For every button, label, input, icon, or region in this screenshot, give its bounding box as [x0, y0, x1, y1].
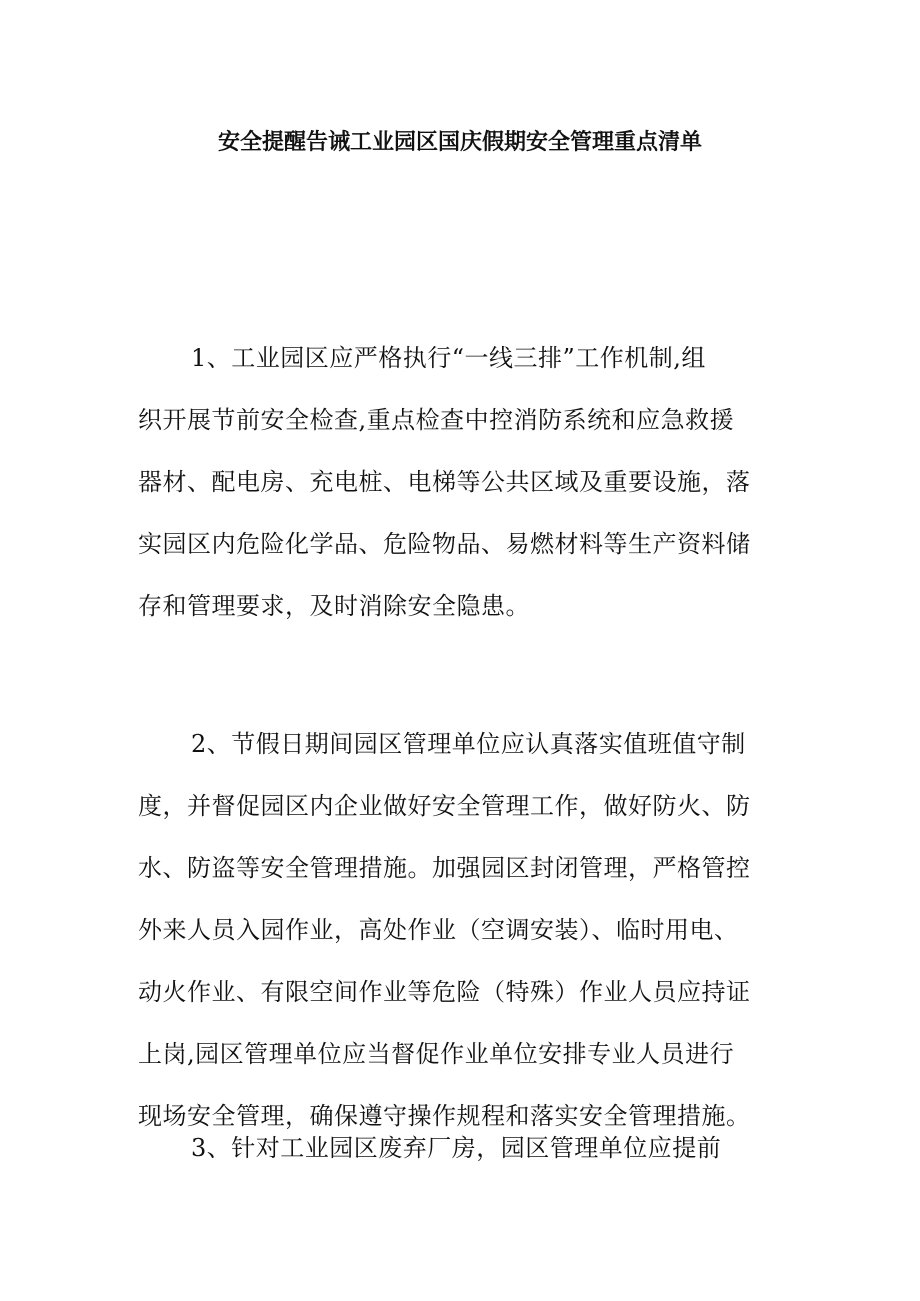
paragraph-line: 实园区内危险化学品、危险物品、易燃材料等生产资料储: [138, 530, 751, 558]
paragraph-line: 器材、配电房、充电桩、电梯等公共区域及重要设施，落: [138, 468, 751, 496]
paragraph-line: 现场安全管理，确保遵守操作规程和落实安全管理措施。: [138, 1102, 751, 1130]
document-title: 安全提醒告诫工业园区国庆假期安全管理重点清单: [217, 130, 702, 155]
paragraph-line: 2、节假日期间园区管理单位应认真落实值班值守制: [191, 730, 746, 758]
paragraph-1: [138, 327, 788, 637]
paragraph-2: [138, 713, 788, 1147]
paragraph-line: 1、工业园区应严格执行“一线三排”工作机制,组: [191, 344, 706, 372]
paragraph-3: [138, 1117, 788, 1179]
paragraph-line: 度，并督促园区内企业做好安全管理工作，做好防火、防: [138, 792, 751, 820]
paragraph-line: 3、针对工业园区废弃厂房，园区管理单位应提前: [191, 1134, 722, 1162]
paragraph-line: 存和管理要求，及时消除安全隐患。: [138, 592, 530, 620]
paragraph-line: 上岗,园区管理单位应当督促作业单位安排专业人员进行: [138, 1040, 735, 1068]
paragraph-line: 水、防盗等安全管理措施。加强园区封闭管理，严格管控: [138, 854, 751, 882]
paragraph-line: 动火作业、有限空间作业等危险（特殊）作业人员应持证: [138, 978, 751, 1006]
paragraph-line: 外来人员入园作业，高处作业（空调安装）、临时用电、: [138, 916, 739, 944]
paragraph-line: 织开展节前安全检查,重点检查中控消防系统和应急救援: [138, 406, 735, 434]
